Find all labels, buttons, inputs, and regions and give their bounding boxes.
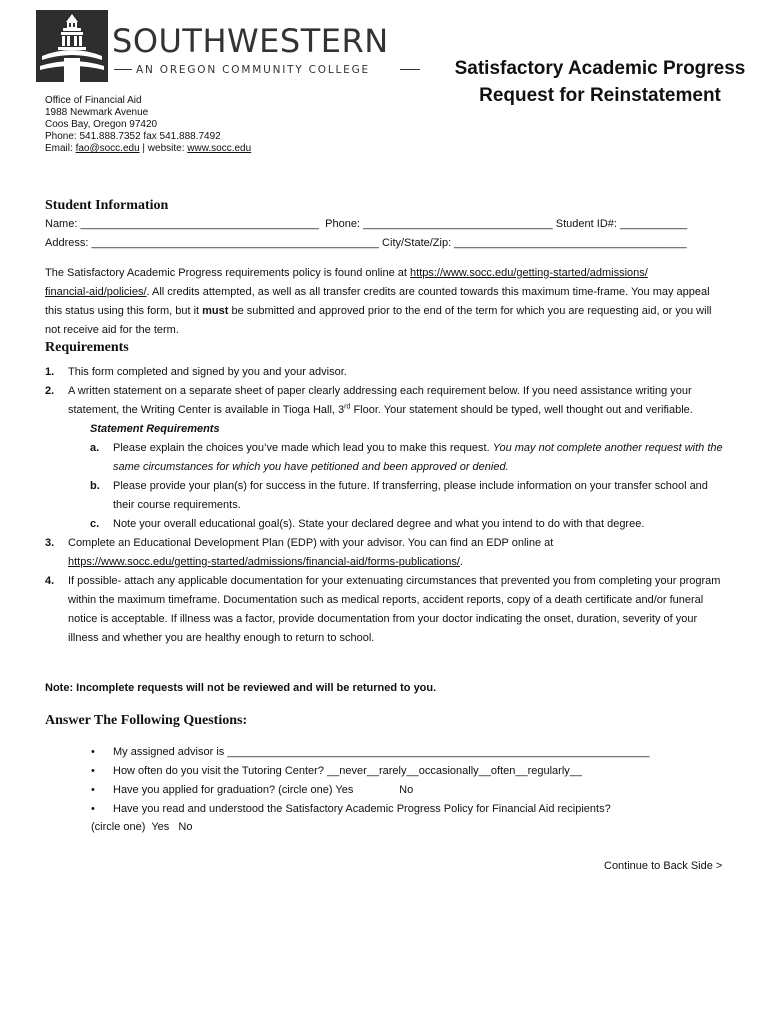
lighthouse-icon [36,10,108,82]
website-separator: | website: [139,143,188,154]
requirement-3-end: . [459,556,463,568]
requirement-4 [45,572,730,648]
requirement-2-sup: rd [344,403,351,411]
policy-link-part-2[interactable]: financial-aid/policies/ [45,286,147,298]
statement-a-letter: a. [90,442,100,454]
intro-text-2: . All credits attempted, as well as all transfer credits are counted towards this maximum time-frame. You may appeal this status using this form, but it [45,286,710,317]
email-link[interactable]: fao@socc.edu [75,143,140,154]
continue-back-side: Continue to Back Side > [604,860,723,872]
requirement-1 [45,363,730,382]
office-contact [45,95,251,155]
questions-heading: Answer The Following Questions: [45,713,248,728]
incomplete-note: Note: Incomplete requests will not be reviewed and will be returned to you. [45,682,437,694]
requirements-heading: Requirements [45,340,129,355]
statement-b-text: Please provide your plan(s) for success in the future. If transferring, please include information on your transfer school and their course requirements. [113,480,708,511]
email-label: Email: [45,143,76,154]
statement-b-letter: b. [90,480,100,492]
bullet-icon: • [91,746,95,758]
logo-tagline: AN OREGON COMMUNITY COLLEGE [136,64,370,76]
requirement-3-number: 3. [45,537,55,549]
bullet-icon: • [91,803,95,815]
statement-requirement-a [45,439,730,477]
intro-text-1: The Satisfactory Academic Progress requirements policy is found online at [45,267,411,279]
question-tutoring-text: How often do you visit the Tutoring Center? __never__rarely__occasionally__often__regularly__ [113,765,583,777]
title-line-2: Request for Reinstatement [479,85,721,106]
question-tutoring[interactable] [45,762,725,781]
question-policy-text: Have you read and understood the Satisfactory Academic Progress Policy for Financial Aid recipients? [113,803,611,815]
intro-must: must [202,305,229,317]
statement-c-text: Note your overall educational goal(s). State your declared degree and what you intend to do with that degree. [113,518,645,530]
office-name: Office of Financial Aid [45,95,142,106]
bullet-icon: • [91,765,95,777]
title-line-1: Satisfactory Academic Progress [454,58,746,79]
question-policy[interactable] [45,800,725,819]
question-graduation[interactable] [45,781,725,800]
question-advisor[interactable] [45,743,725,762]
question-advisor-text: My assigned advisor is _____________________________________________________________________ [113,746,650,758]
intro-text-3: be submitted and approved prior to the end of the term for which you are requesting aid, or you will not receive aid for the term. [45,305,712,336]
question-graduation-text: Have you applied for graduation? (circle one) Yes No [113,784,414,796]
statement-a-italic: You may not complete another request with the same circumstances for which you have petitioned and been approved or denied. [113,442,723,473]
requirement-4-number: 4. [45,575,55,587]
requirement-2-text-a: A written statement on a separate sheet of paper clearly addressing each requirement below. If you need assistance writing your statement, the Writing Center is available in Tioga Hall, 3 [68,385,692,416]
requirement-1-number: 1. [45,366,55,378]
requirement-2-number: 2. [45,385,55,397]
office-city: Coos Bay, Oregon 97420 [45,119,158,130]
form-title [440,55,760,109]
requirement-4-text: If possible- attach any applicable documentation for your extenuating circumstances that prevented you from completing your program within the maximum timeframe. Documentation such as medical reports, accident reports, copy of a death certificate and/or funeral notice is acceptable. If illness was a factor, provide documentation from your doctor indicating the onset, duration, severity of your illness and whether you are healthy enough to return to school. [68,575,721,644]
requirement-2 [45,382,730,420]
statement-requirements-heading: Statement Requirements [90,423,220,435]
logo-rule-right [400,69,420,70]
requirement-3 [45,534,730,572]
statement-requirement-b [45,477,730,515]
edp-link[interactable]: https://www.socc.edu/getting-started/admissions/financial-aid/forms-publications/ [68,556,460,568]
student-info-line-1[interactable]: Name: _______________________________________ Phone: _______________________________ Student ID#: ___________ [45,218,688,230]
requirement-1-text: This form completed and signed by you and your advisor. [68,366,347,378]
bullet-icon: • [91,784,95,796]
questions-list [45,743,725,836]
student-info-heading: Student Information [45,198,169,213]
office-email-line [45,143,251,155]
policy-link-part-1[interactable]: https://www.socc.edu/getting-started/admissions/ [410,267,648,279]
intro-paragraph [45,264,725,340]
requirements-list [45,363,730,648]
website-link[interactable]: www.socc.edu [187,143,252,154]
requirement-3-text: Complete an Educational Development Plan (EDP) with your advisor. You can find an EDP online at [68,537,554,549]
requirement-2-text-b: Floor. Your statement should be typed, well thought out and verifiable. [350,404,693,416]
college-logo [36,10,416,82]
statement-a-text: Please explain the choices you’ve made which lead you to make this request. [113,442,493,454]
office-phone: Phone: 541.888.7352 fax 541.888.7492 [45,131,221,142]
office-street: 1988 Newmark Avenue [45,107,149,118]
statement-requirement-c [45,515,730,534]
student-info-line-2[interactable]: Address: _______________________________________________ City/State/Zip: ______________________________________ [45,237,687,249]
statement-c-letter: c. [90,518,100,530]
question-policy-choices[interactable]: (circle one) Yes No [91,821,193,833]
logo-rule-left [114,69,132,70]
logo-wordmark: SOUTHWESTERN [112,22,389,60]
